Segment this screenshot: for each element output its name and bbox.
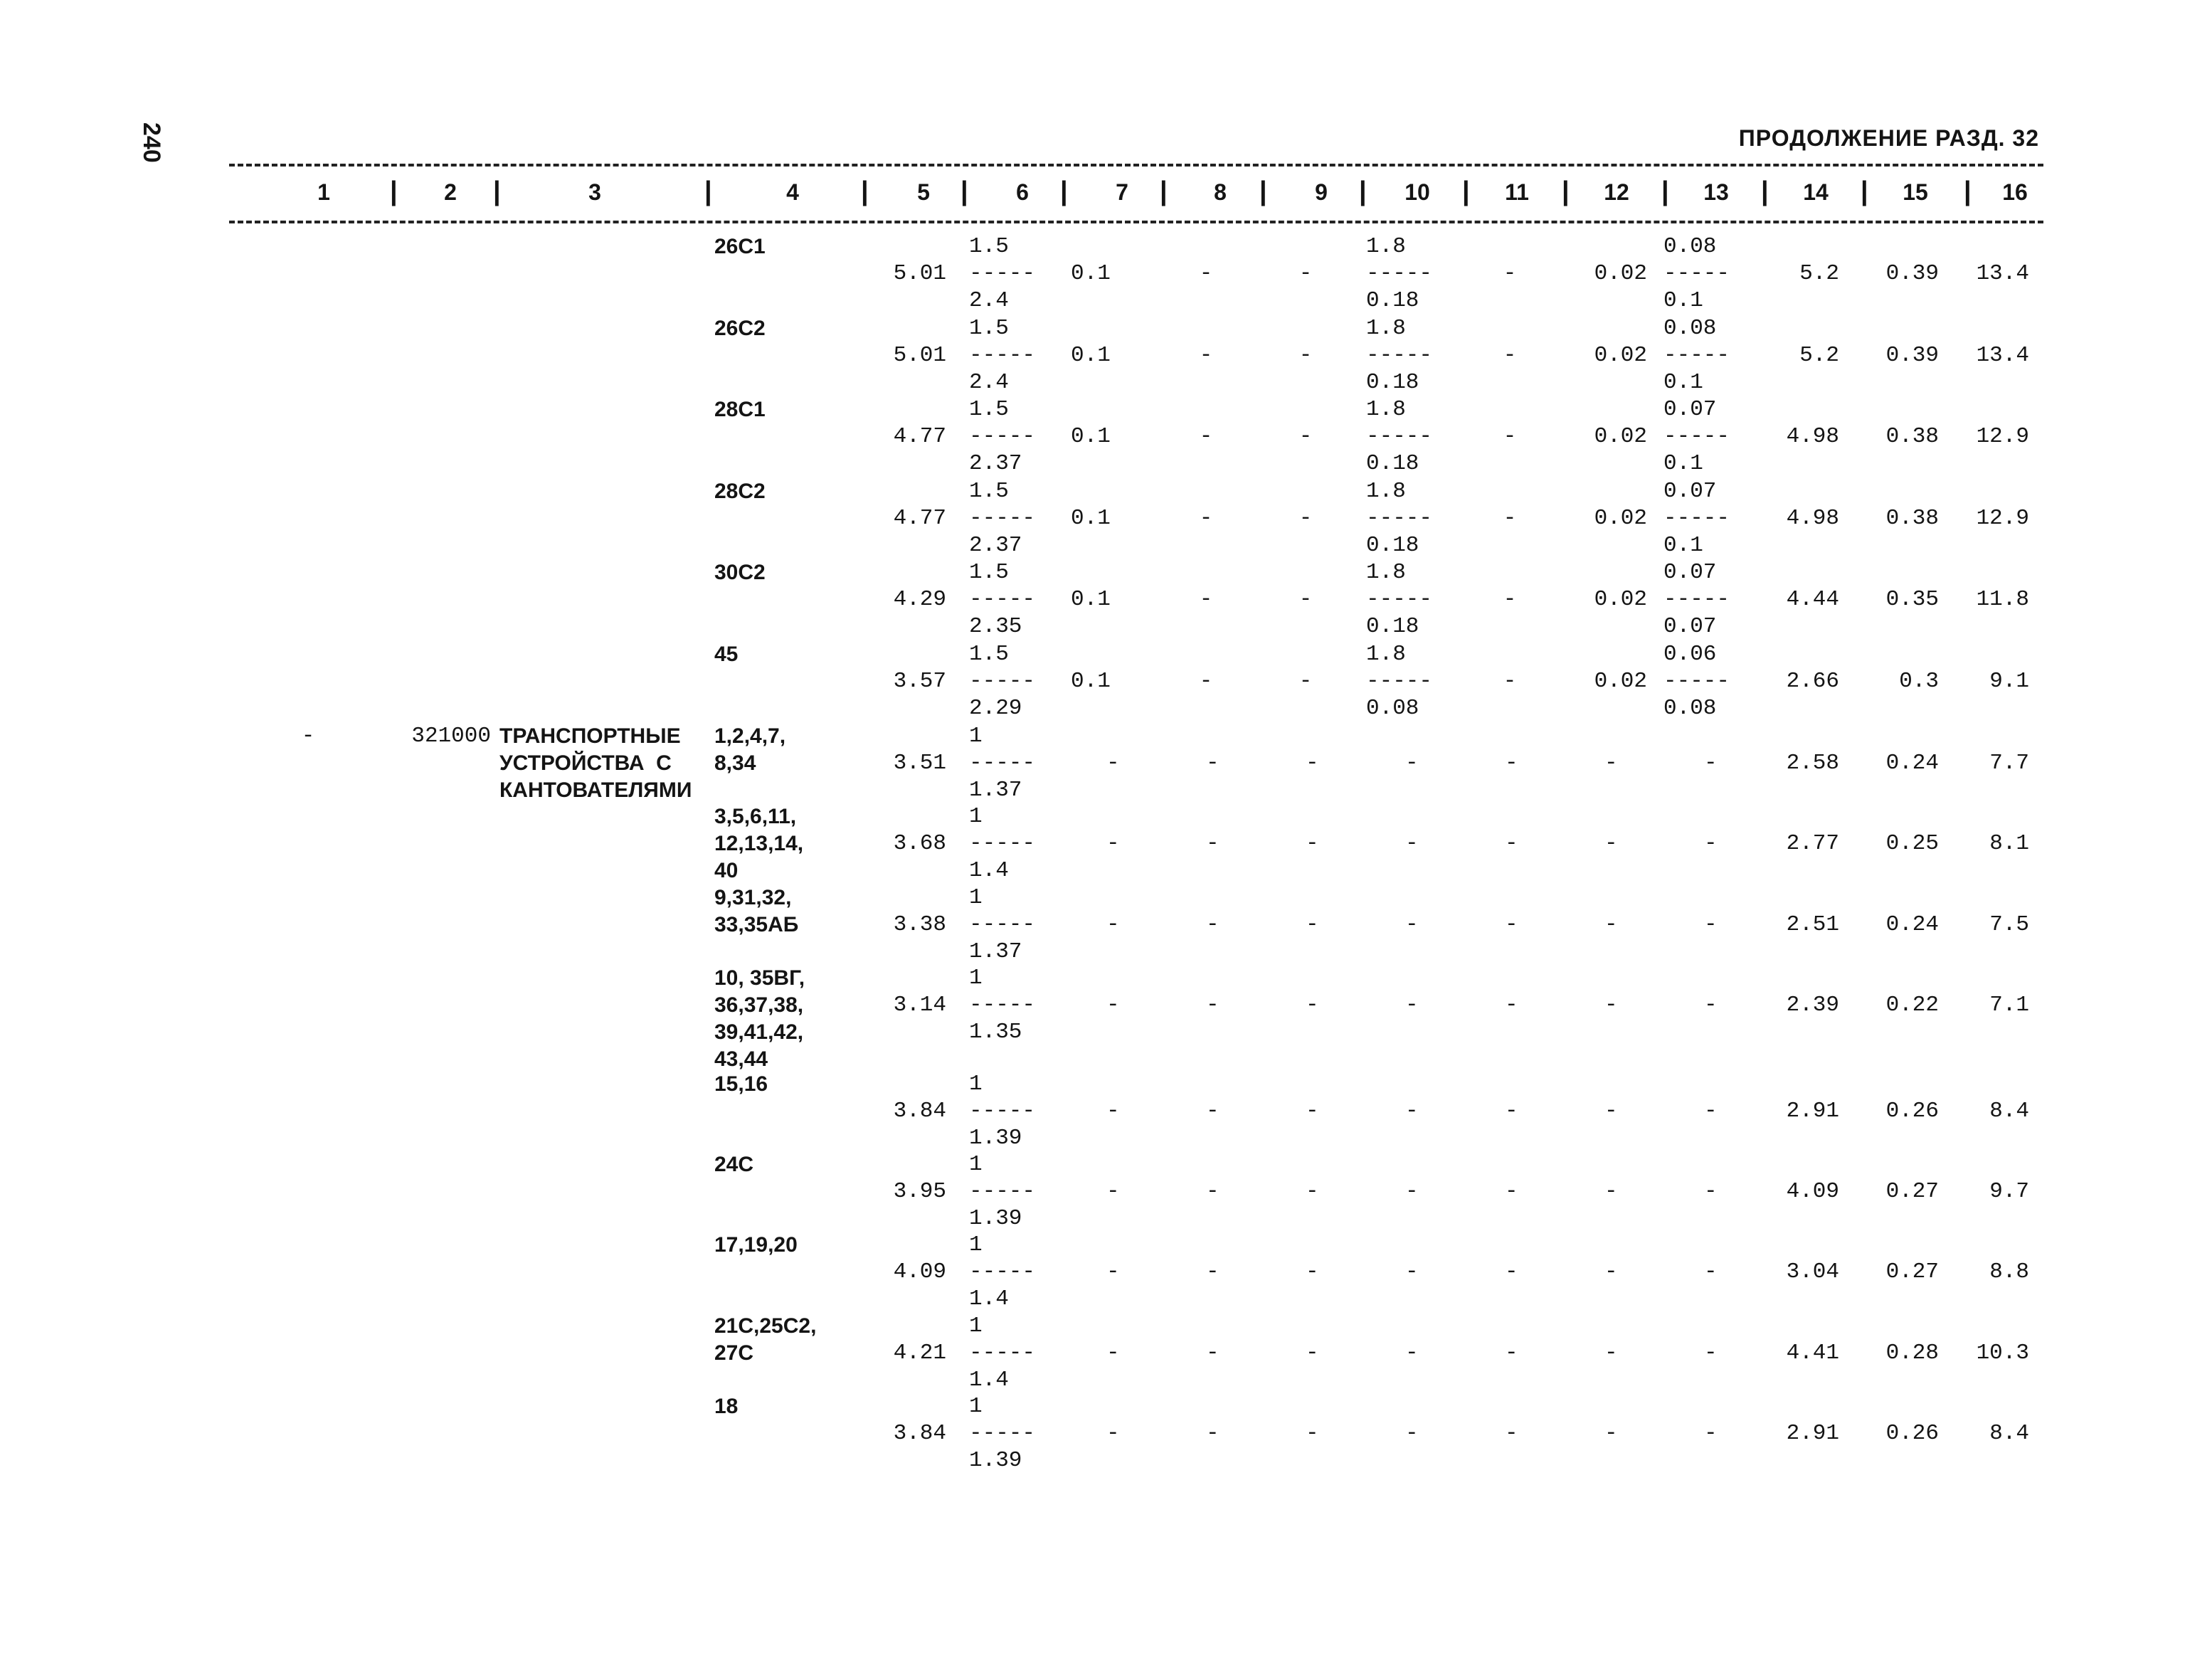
- column-header-15: 15: [1903, 179, 1928, 205]
- column-separator: |: [1761, 176, 1769, 206]
- cell-col-13: 0.1: [1663, 288, 1703, 313]
- cell-col-8: -: [1199, 669, 1213, 694]
- empty-cell-dash: -: [1704, 1259, 1718, 1284]
- cell-col-14: 4.44: [1786, 587, 1839, 612]
- empty-cell-dash: -: [1106, 1179, 1120, 1204]
- column-header-7: 7: [1116, 179, 1128, 205]
- cell-col-16: 8.8: [1989, 1259, 2029, 1284]
- empty-cell-dash: -: [1206, 831, 1220, 856]
- empty-cell-dash: -: [1505, 1259, 1518, 1284]
- column-separator: |: [1359, 176, 1367, 206]
- profile-code: 45: [714, 643, 739, 666]
- cell-col-6: 1: [969, 1394, 983, 1419]
- fraction-bar: -----: [1663, 669, 1730, 694]
- profile-code-line: 24С: [714, 1153, 754, 1176]
- column-separator: |: [704, 176, 712, 206]
- column-separator: |: [861, 176, 869, 206]
- section-code: 321000: [411, 724, 491, 749]
- column-header-5: 5: [917, 179, 930, 205]
- cell-col-12: 0.02: [1594, 343, 1647, 368]
- cell-col-14: 2.51: [1786, 912, 1839, 937]
- cell-col-13: 0.08: [1663, 234, 1717, 259]
- cell-col-6: 1.35: [969, 1020, 1022, 1045]
- empty-cell-dash: -: [1604, 1099, 1618, 1124]
- profile-code-line: 21С,25С2,: [714, 1314, 817, 1338]
- cell-col-6: 1.4: [969, 858, 1009, 883]
- empty-cell-dash: -: [1106, 1259, 1120, 1284]
- empty-cell-dash: -: [1704, 1179, 1718, 1204]
- empty-cell-dash: -: [1405, 1341, 1419, 1365]
- cell-col-10: 0.18: [1366, 614, 1419, 639]
- fraction-bar: -----: [969, 424, 1036, 449]
- empty-cell-dash: -: [1206, 1259, 1220, 1284]
- cell-col-16: 13.4: [1976, 261, 2029, 286]
- cell-col-6: 2.4: [969, 288, 1009, 313]
- cell-col-12: 0.02: [1594, 587, 1647, 612]
- cell-col-16: 13.4: [1976, 343, 2029, 368]
- cell-col-15: 0.38: [1885, 424, 1939, 449]
- empty-cell-dash: -: [1505, 1099, 1518, 1124]
- empty-cell-dash: -: [1405, 1179, 1419, 1204]
- cell-col-6: 2.37: [969, 533, 1022, 558]
- fraction-bar: -----: [969, 587, 1036, 612]
- fraction-bar: -----: [969, 993, 1036, 1018]
- fraction-bar: -----: [969, 506, 1036, 531]
- cell-col-14: 2.39: [1786, 993, 1839, 1018]
- cell-col-13: 0.1: [1663, 451, 1703, 476]
- cell-col-10: 0.18: [1366, 288, 1419, 313]
- empty-cell-dash: -: [1704, 1341, 1718, 1365]
- cell-col-5: 3.84: [893, 1421, 946, 1446]
- empty-cell-dash: -: [1405, 1099, 1419, 1124]
- fraction-bar: -----: [1366, 424, 1433, 449]
- cell-col-7: 0.1: [1071, 587, 1111, 612]
- cell-col-10: 0.18: [1366, 370, 1419, 395]
- continuation-label: ПРОДОЛЖЕНИЕ РАЗД. 32: [1738, 125, 2039, 151]
- profile-code-line: 40: [714, 859, 739, 882]
- cell-col-9: -: [1298, 261, 1313, 286]
- empty-cell-dash: -: [1405, 1421, 1419, 1446]
- empty-cell-dash: -: [1405, 993, 1419, 1018]
- cell-col-5: 4.29: [893, 587, 946, 612]
- cell-col-14: 2.91: [1786, 1099, 1839, 1124]
- profile-code: 30С2: [714, 561, 766, 584]
- cell-col-11: -: [1503, 343, 1517, 368]
- cell-col-10: 0.18: [1366, 533, 1419, 558]
- cell-col-13: 0.1: [1663, 533, 1703, 558]
- empty-cell-dash: -: [1704, 831, 1718, 856]
- empty-cell-dash: -: [1704, 912, 1718, 937]
- empty-cell-dash: -: [1306, 1259, 1319, 1284]
- cell-col-13: 0.08: [1663, 316, 1717, 341]
- cell-col-14: 5.2: [1799, 261, 1839, 286]
- cell-col-14: 2.91: [1786, 1421, 1839, 1446]
- profile-code-line: 36,37,38,: [714, 993, 804, 1017]
- cell-col-16: 11.8: [1976, 587, 2029, 612]
- cell-col-6: 1.39: [969, 1126, 1022, 1151]
- cell-col-6: 1.5: [969, 642, 1009, 667]
- profile-code-line: 9,31,32,: [714, 886, 792, 909]
- cell-col-14: 2.58: [1786, 751, 1839, 776]
- cell-col-15: 0.39: [1885, 261, 1939, 286]
- column-header-4: 4: [786, 179, 799, 205]
- fraction-bar: -----: [1366, 669, 1433, 694]
- cell-col-15: 0.27: [1885, 1179, 1939, 1204]
- cell-col-6: 2.4: [969, 370, 1009, 395]
- column-header-1: 1: [317, 179, 330, 205]
- cell-col-6: 1.5: [969, 397, 1009, 422]
- cell-col-6: 1: [969, 1314, 983, 1338]
- cell-col-8: -: [1199, 506, 1213, 531]
- column-header-2: 2: [444, 179, 457, 205]
- cell-col-5: 4.77: [893, 506, 946, 531]
- cell-col-14: 4.98: [1786, 506, 1839, 531]
- cell-col-9: -: [1298, 424, 1313, 449]
- cell-col-15: 0.38: [1885, 506, 1939, 531]
- cell-col-6: 1.5: [969, 316, 1009, 341]
- cell-col-16: 9.1: [1989, 669, 2029, 694]
- fraction-bar: -----: [969, 912, 1036, 937]
- cell-col-5: 5.01: [893, 261, 946, 286]
- cell-col-15: 0.3: [1899, 669, 1939, 694]
- cell-col-5: 3.84: [893, 1099, 946, 1124]
- empty-cell-dash: -: [1604, 1421, 1618, 1446]
- cell-col-6: 1.4: [969, 1287, 1009, 1311]
- column-separator: |: [1160, 176, 1168, 206]
- profile-code-line: 43,44: [714, 1047, 768, 1071]
- empty-cell-dash: -: [1206, 993, 1220, 1018]
- column-header-8: 8: [1214, 179, 1227, 205]
- column-separator: |: [1060, 176, 1068, 206]
- empty-cell-dash: -: [1106, 831, 1120, 856]
- section-title-line: ТРАНСПОРТНЫЕ: [499, 724, 681, 748]
- cell-col-12: 0.02: [1594, 669, 1647, 694]
- cell-col-6: 1: [969, 1072, 983, 1097]
- empty-cell-dash: -: [1206, 1421, 1220, 1446]
- cell-col-15: 0.28: [1885, 1341, 1939, 1365]
- cell-col-6: 1.37: [969, 778, 1022, 803]
- empty-cell-dash: -: [1604, 1341, 1618, 1365]
- cell-col-15: 0.24: [1885, 751, 1939, 776]
- cell-col-5: 3.38: [893, 912, 946, 937]
- empty-cell-dash: -: [1206, 1099, 1220, 1124]
- cell-col-16: 8.1: [1989, 831, 2029, 856]
- cell-col-7: 0.1: [1071, 343, 1111, 368]
- cell-col-6: 1: [969, 966, 983, 990]
- fraction-bar: -----: [969, 831, 1036, 856]
- empty-cell-dash: -: [1206, 912, 1220, 937]
- cell-col-10: 0.18: [1366, 451, 1419, 476]
- cell-col-14: 5.2: [1799, 343, 1839, 368]
- empty-cell-dash: -: [1604, 1259, 1618, 1284]
- fraction-bar: -----: [969, 1259, 1036, 1284]
- empty-cell-dash: -: [1604, 1179, 1618, 1204]
- cell-col-5: 3.95: [893, 1179, 946, 1204]
- empty-cell-dash: -: [1505, 993, 1518, 1018]
- cell-col-13: 0.06: [1663, 642, 1717, 667]
- cell-col-10: 0.08: [1366, 696, 1419, 721]
- cell-col-6: 1: [969, 1232, 983, 1257]
- empty-cell-dash: -: [1106, 1341, 1120, 1365]
- cell-col-6: 1: [969, 885, 983, 910]
- cell-col-16: 10.3: [1976, 1341, 2029, 1365]
- empty-cell-dash: -: [1405, 912, 1419, 937]
- empty-cell-dash: -: [1704, 1421, 1718, 1446]
- empty-cell-dash: -: [1306, 912, 1319, 937]
- empty-cell-dash: -: [1704, 1099, 1718, 1124]
- empty-cell-dash: -: [1306, 1341, 1319, 1365]
- cell-col-14: 2.66: [1786, 669, 1839, 694]
- column-separator: |: [1462, 176, 1470, 206]
- column-header-14: 14: [1803, 179, 1829, 205]
- fraction-bar: -----: [1366, 261, 1433, 286]
- column-separator: |: [961, 176, 968, 206]
- cell-col-5: 4.21: [893, 1341, 946, 1365]
- cell-col-15: 0.26: [1885, 1421, 1939, 1446]
- profile-code: 26С2: [714, 317, 766, 340]
- cell-col-10: 1.8: [1366, 397, 1406, 422]
- cell-col-16: 12.9: [1976, 506, 2029, 531]
- cell-col-11: -: [1503, 587, 1517, 612]
- fraction-bar: -----: [969, 261, 1036, 286]
- empty-cell-dash: -: [1106, 1421, 1120, 1446]
- cell-col-12: 0.02: [1594, 506, 1647, 531]
- cell-col-13: 0.07: [1663, 560, 1717, 585]
- fraction-bar: -----: [1663, 343, 1730, 368]
- column-separator: |: [1861, 176, 1868, 206]
- empty-cell-dash: -: [1306, 1421, 1319, 1446]
- empty-cell-dash: -: [1505, 1421, 1518, 1446]
- profile-code: 26С1: [714, 235, 766, 258]
- cell-col-7: 0.1: [1071, 424, 1111, 449]
- column-header-3: 3: [588, 179, 601, 205]
- profile-code-line: 17,19,20: [714, 1233, 798, 1257]
- profile-code-line: 8,34: [714, 751, 756, 775]
- fraction-bar: -----: [969, 1421, 1036, 1446]
- empty-cell-dash: -: [1206, 1341, 1220, 1365]
- cell-col-6: 1.5: [969, 234, 1009, 259]
- section-title-line: УСТРОЙСТВА С: [499, 751, 672, 775]
- cell-col-6: 1.37: [969, 939, 1022, 964]
- cell-col-6: 2.37: [969, 451, 1022, 476]
- cell-col-6: 1: [969, 724, 983, 749]
- cell-col-16: 9.7: [1989, 1179, 2029, 1204]
- fraction-bar: -----: [1366, 343, 1433, 368]
- profile-code: 28С2: [714, 480, 766, 503]
- cell-col-6: 1.39: [969, 1448, 1022, 1473]
- empty-cell-dash: -: [1306, 751, 1319, 776]
- cell-col-5: 4.09: [893, 1259, 946, 1284]
- cell-col-9: -: [1298, 506, 1313, 531]
- column-separator: |: [1562, 176, 1570, 206]
- cell-col-14: 4.98: [1786, 424, 1839, 449]
- empty-cell-dash: -: [1106, 1099, 1120, 1124]
- empty-cell-dash: -: [1604, 912, 1618, 937]
- empty-cell-dash: -: [1704, 751, 1718, 776]
- fraction-bar: -----: [1366, 506, 1433, 531]
- fraction-bar: -----: [1663, 506, 1730, 531]
- cell-col-13: 0.07: [1663, 479, 1717, 504]
- cell-col-7: 0.1: [1071, 506, 1111, 531]
- fraction-bar: -----: [969, 751, 1036, 776]
- cell-col-14: 3.04: [1786, 1259, 1839, 1284]
- cell-col-11: -: [1503, 669, 1517, 694]
- profile-code-line: 10, 35ВГ,: [714, 966, 805, 990]
- empty-cell-dash: -: [1505, 831, 1518, 856]
- cell-col-9: -: [1298, 587, 1313, 612]
- cell-col-6: 1.5: [969, 560, 1009, 585]
- cell-col-6: 2.29: [969, 696, 1022, 721]
- empty-cell-dash: -: [1704, 993, 1718, 1018]
- cell-col-16: 7.7: [1989, 751, 2029, 776]
- empty-cell-dash: -: [1405, 831, 1419, 856]
- empty-cell-dash: -: [1106, 993, 1120, 1018]
- cell-col-6: 1.39: [969, 1206, 1022, 1231]
- column-header-16: 16: [2002, 179, 2028, 205]
- profile-code-line: 3,5,6,11,: [714, 805, 797, 828]
- cell-col-16: 7.1: [1989, 993, 2029, 1018]
- profile-code-line: 27С: [714, 1341, 754, 1365]
- empty-cell-dash: -: [1405, 1259, 1419, 1284]
- empty-cell-dash: -: [1505, 1341, 1518, 1365]
- column-header-6: 6: [1016, 179, 1029, 205]
- cell-col-15: 0.24: [1885, 912, 1939, 937]
- fraction-bar: -----: [1663, 424, 1730, 449]
- cell-col-15: 0.27: [1885, 1259, 1939, 1284]
- fraction-bar: -----: [969, 1179, 1036, 1204]
- column-header-9: 9: [1315, 179, 1328, 205]
- empty-cell-dash: -: [1306, 1179, 1319, 1204]
- cell-col-14: 4.41: [1786, 1341, 1839, 1365]
- column-header-11: 11: [1505, 179, 1529, 205]
- cell-col-6: 1: [969, 804, 983, 829]
- cell-col-5: 3.14: [893, 993, 946, 1018]
- cell-col-16: 7.5: [1989, 912, 2029, 937]
- cell-col-15: 0.26: [1885, 1099, 1939, 1124]
- cell-col-6: 1.5: [969, 479, 1009, 504]
- column-header-10: 10: [1404, 179, 1430, 205]
- cell-col-11: -: [1503, 261, 1517, 286]
- cell-col-12: 0.02: [1594, 424, 1647, 449]
- profile-code-line: 15,16: [714, 1072, 768, 1096]
- cell-col-10: 1.8: [1366, 560, 1406, 585]
- cell-col-7: 0.1: [1071, 669, 1111, 694]
- cell-col-8: -: [1199, 587, 1213, 612]
- cell-col-11: -: [1503, 424, 1517, 449]
- empty-cell-dash: -: [1405, 751, 1419, 776]
- empty-cell-dash: -: [1604, 831, 1618, 856]
- empty-cell-dash: -: [1604, 751, 1618, 776]
- fraction-bar: -----: [969, 1341, 1036, 1365]
- cell-col-15: 0.35: [1885, 587, 1939, 612]
- cell-col-16: 8.4: [1989, 1421, 2029, 1446]
- empty-cell-dash: -: [1206, 1179, 1220, 1204]
- column-separator: |: [493, 176, 501, 206]
- cell-col-5: 3.51: [893, 751, 946, 776]
- cell-col-7: 0.1: [1071, 261, 1111, 286]
- profile-code-line: 1,2,4,7,: [714, 724, 786, 748]
- empty-cell-dash: -: [1505, 1179, 1518, 1204]
- cell-col-5: 5.01: [893, 343, 946, 368]
- empty-cell-dash: -: [1306, 993, 1319, 1018]
- cell-col-9: -: [1298, 343, 1313, 368]
- cell-col-10: 1.8: [1366, 642, 1406, 667]
- cell-col-12: 0.02: [1594, 261, 1647, 286]
- empty-cell-dash: -: [1206, 751, 1220, 776]
- cell-col-13: 0.07: [1663, 614, 1717, 639]
- empty-cell-dash: -: [1306, 1099, 1319, 1124]
- cell-col-8: -: [1199, 343, 1213, 368]
- empty-cell-dash: -: [1505, 912, 1518, 937]
- cell-col-5: 3.57: [893, 669, 946, 694]
- column-separator: |: [1661, 176, 1669, 206]
- empty-cell-dash: -: [1505, 751, 1518, 776]
- cell-col-10: 1.8: [1366, 234, 1406, 259]
- empty-cell-dash: -: [1604, 993, 1618, 1018]
- cell-col-8: -: [1199, 261, 1213, 286]
- empty-cell-dash: -: [1106, 751, 1120, 776]
- cell-col-15: 0.25: [1885, 831, 1939, 856]
- cell-col-10: 1.8: [1366, 479, 1406, 504]
- cell-col-8: -: [1199, 424, 1213, 449]
- cell-col-16: 8.4: [1989, 1099, 2029, 1124]
- column-separator: |: [1259, 176, 1267, 206]
- column-header-13: 13: [1703, 179, 1729, 205]
- empty-cell-dash: -: [1306, 831, 1319, 856]
- cell-col-14: 4.09: [1786, 1179, 1839, 1204]
- cell-col-6: 1.4: [969, 1368, 1009, 1393]
- profile-code-line: 12,13,14,: [714, 832, 804, 855]
- page-number: 240: [138, 122, 165, 163]
- cell-col-9: -: [1298, 669, 1313, 694]
- cell-col-11: -: [1503, 506, 1517, 531]
- fraction-bar: -----: [1663, 261, 1730, 286]
- cell-col-6: 2.35: [969, 614, 1022, 639]
- cell-col-16: 12.9: [1976, 424, 2029, 449]
- fraction-bar: -----: [969, 343, 1036, 368]
- column-header-12: 12: [1604, 179, 1629, 205]
- fraction-bar: -----: [1366, 587, 1433, 612]
- cell-col-13: 0.1: [1663, 370, 1703, 395]
- cell-col-13: 0.08: [1663, 696, 1717, 721]
- cell-col-1: -: [301, 724, 315, 749]
- cell-col-5: 3.68: [893, 831, 946, 856]
- cell-col-15: 0.22: [1885, 993, 1939, 1018]
- profile-code-line: 33,35АБ: [714, 913, 799, 936]
- empty-cell-dash: -: [1106, 912, 1120, 937]
- cell-col-5: 4.77: [893, 424, 946, 449]
- cell-col-6: 1: [969, 1152, 983, 1177]
- cell-col-13: 0.07: [1663, 397, 1717, 422]
- profile-code-line: 39,41,42,: [714, 1020, 804, 1044]
- profile-code: 28С1: [714, 398, 766, 421]
- fraction-bar: -----: [969, 1099, 1036, 1124]
- cell-col-15: 0.39: [1885, 343, 1939, 368]
- cell-col-10: 1.8: [1366, 316, 1406, 341]
- profile-code-line: 18: [714, 1395, 739, 1418]
- cell-col-14: 2.77: [1786, 831, 1839, 856]
- fraction-bar: -----: [969, 669, 1036, 694]
- fraction-bar: -----: [1663, 587, 1730, 612]
- column-separator: |: [1964, 176, 1972, 206]
- column-separator: |: [390, 176, 398, 206]
- section-title-line: КАНТОВАТЕЛЯМИ: [499, 778, 692, 802]
